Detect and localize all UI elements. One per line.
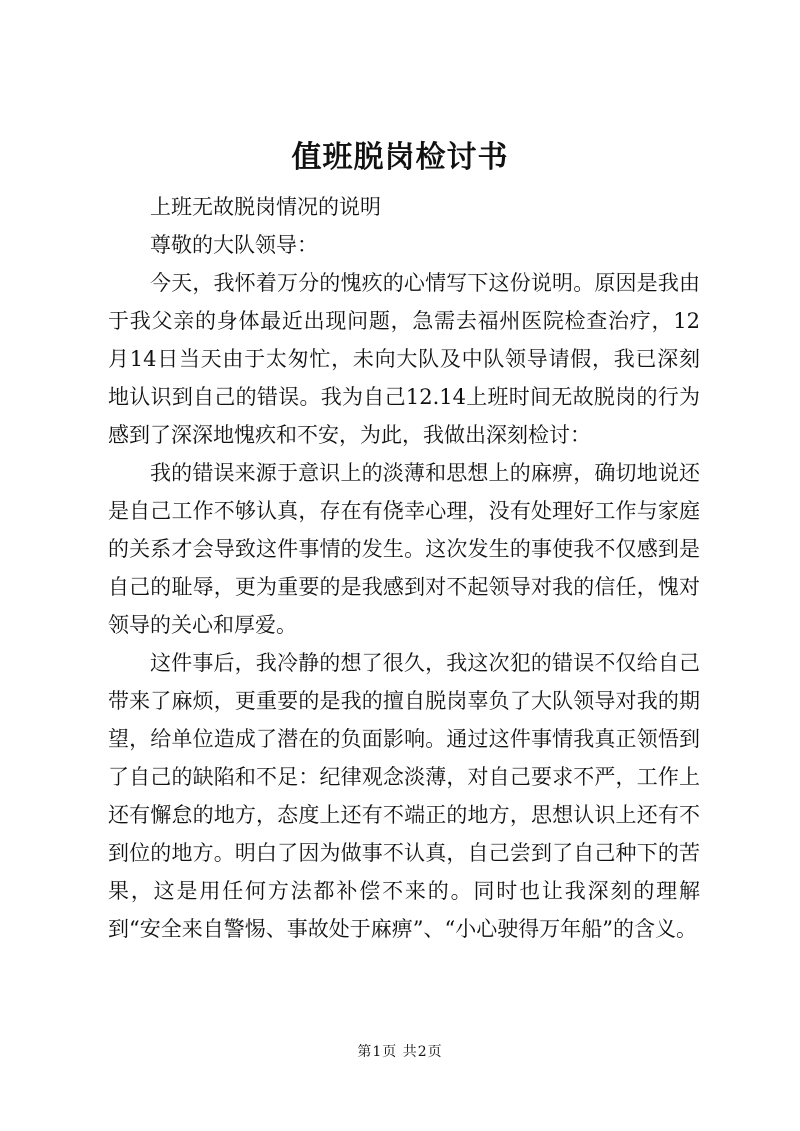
paragraph-reflection: 我的错误来源于意识上的淡薄和思想上的麻痹，确切地说还是自己工作不够认真，存在有侥幸心理，没有处理好工作与家庭的关系才会导致这件事情的发生。这次发生的事使我不仅感到是自己的耻辱，更为重要的是我感到对不起领导对我的信任，愧对领导的关心和厚爱。 <box>108 461 700 637</box>
document-body <box>108 188 700 948</box>
page-footer: 第1页 共2页 <box>357 1044 443 1060</box>
paragraph-lessons: 这件事后，我冷静的想了很久，我这次犯的错误不仅给自己带来了麻烦，更重要的是我的擅自脱岗辜负了大队领导对我的期望，给单位造成了潜在的负面影响。通过这件事情我真正领悟到了自己的缺陷和不足：纪律观念淡薄，对自己要求不严，工作上还有懈怠的地方，态度上还有不端正的地方，思想认识上还有不到位的地方。明白了因为做事不认真，自己尝到了自己种下的苦果，这是用任何方法都补偿不来的。同时也让我深刻的理解到“安全来自警惕、事故处于麻痹”、“小心驶得万年船”的含义。 <box>108 651 700 941</box>
paragraph-salutation: 尊敬的大队领导： <box>150 233 318 257</box>
page-title: 值班脱岗检讨书 <box>291 140 509 175</box>
paragraph-subject: 上班无故脱岗情况的说明 <box>150 195 381 219</box>
paragraph-explanation: 今天，我怀着万分的愧疚的心情写下这份说明。原因是我由于我父亲的身体最近出现问题，急需去福州医院检查治疗，12月14日当天由于太匆忙，未向大队及中队领导请假，我已深刻地认识到自己的错误。我为自己12.14上班时间无故脱岗的行为感到了深深地愧疚和不安，为此，我做出深刻检讨： <box>108 271 700 447</box>
